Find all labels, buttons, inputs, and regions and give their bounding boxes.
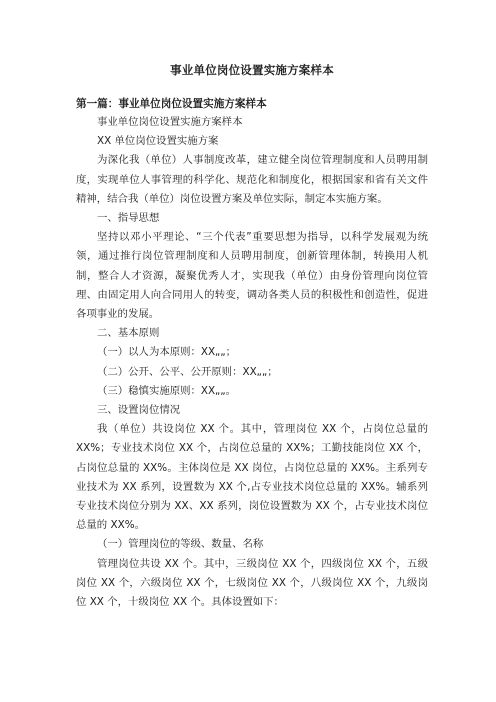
- principle-2: （二）公开、公平、公开原则：XX„„；: [97, 365, 278, 378]
- subsection-1-heading: （一）管理岗位的等级、数量、名称: [97, 538, 264, 551]
- section-3-paragraph: 我（单位）共设岗位 XX 个。其中，管理岗位 XX 个，占岗位总量的 XX%；专业技术岗位 XX 个，占岗位总量的 XX%；工勤技能岗位 XX 个，占岗位总量的 XX%。主体岗位是 XX 岗位，占岗位总量的 XX%。主系列专业技术为 XX 系列，设置数为 XX 个,占专业技术岗位总量的 XX%。辅系列专业技术岗位分别为 XX、XX 系列，岗位设置数为 XX 个，占专业技术岗位总量的 XX%。: [76, 423, 428, 532]
- section-1-heading: 一、指导思想: [97, 212, 160, 225]
- subtitle-2: XX 单位岗位设置实施方案: [97, 135, 219, 148]
- section-1-paragraph: 坚持以邓小平理论、“三个代表”重要思想为指导，以科学发展观为统领，通过推行岗位管理制度和人员聘用制度，创新管理体制，转换用人机制，整合人才资源，凝聚优秀人才，实现我（单位）由身份管理向岗位管理、由固定用人向合同用人的转变，调动各类人员的积极性和创造性，促进各项事业的发展。: [76, 231, 428, 321]
- principle-1: （一）以人为本原则：XX„„；: [97, 346, 237, 359]
- subtitle-1: 事业单位岗位设置实施方案样本: [97, 116, 243, 128]
- section-3-heading: 三、设置岗位情况: [97, 404, 181, 417]
- subsection-1-paragraph: 管理岗位共设 XX 个。其中，三级岗位 XX 个，四级岗位 XX 个，五级岗位 XX 个，六级岗位 XX 个，七级岗位 XX 个，八级岗位 XX 个，九级岗位 XX 个，十级岗位 XX 个。具体设置如下：: [76, 557, 428, 609]
- intro-paragraph: 为深化我（单位）人事制度改革，建立健全岗位管理制度和人员聘用制度，实现单位人事管理的科学化、规范化和制度化，根据国家和省有关文件精神，结合我（单位）岗位设置方案及单位实际，制定本实施方案。: [76, 154, 428, 205]
- part-heading: 第一篇：事业单位岗位设置实施方案样本: [76, 98, 267, 110]
- principle-3: （三）稳慎实施原则：XX„„。: [97, 384, 237, 397]
- section-2-heading: 二、基本原则: [97, 327, 160, 340]
- document-title: 事业单位岗位设置实施方案样本: [170, 63, 334, 77]
